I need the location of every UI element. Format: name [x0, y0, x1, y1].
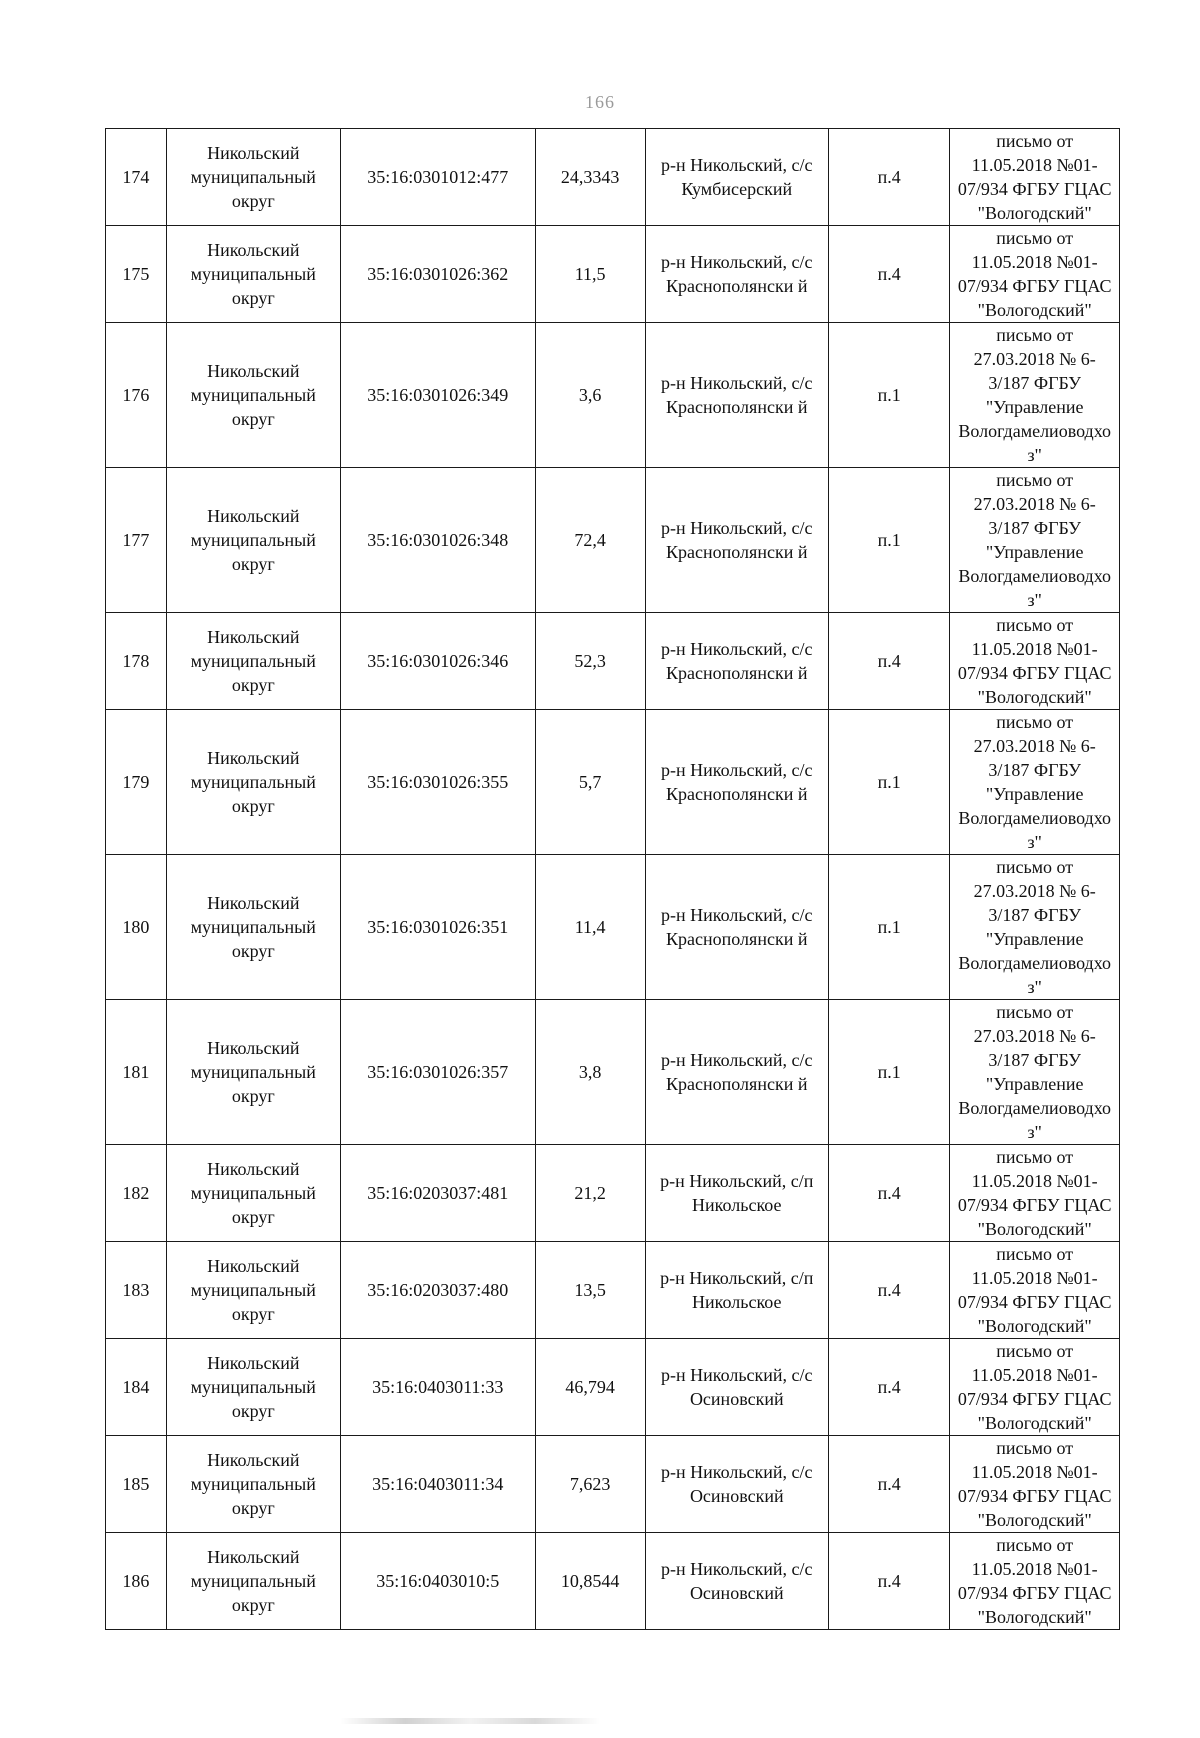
clause-cell: п.1 — [828, 323, 949, 468]
area-cell: 10,8544 — [535, 1533, 645, 1630]
table-row — [106, 855, 1120, 1000]
table-row — [106, 1242, 1120, 1339]
table-row — [106, 226, 1120, 323]
table-row — [106, 613, 1120, 710]
clause-cell: п.1 — [828, 855, 949, 1000]
row-number-cell: 174 — [106, 129, 167, 226]
area-cell: 72,4 — [535, 468, 645, 613]
area-cell: 11,4 — [535, 855, 645, 1000]
district-cell: Никольский муниципальный округ — [166, 1242, 340, 1339]
cadastral-number-cell: 35:16:0301026:351 — [340, 855, 535, 1000]
row-number-cell: 185 — [106, 1436, 167, 1533]
cadastral-number-cell: 35:16:0301012:477 — [340, 129, 535, 226]
basis-cell: письмо от 11.05.2018 №01-07/934 ФГБУ ГЦАС "Вологодский" — [950, 129, 1120, 226]
row-number-cell: 180 — [106, 855, 167, 1000]
basis-cell: письмо от 11.05.2018 №01-07/934 ФГБУ ГЦАС "Вологодский" — [950, 1339, 1120, 1436]
basis-cell: письмо от 27.03.2018 № 6-3/187 ФГБУ "Управление Вологдамелиоводхо з" — [950, 1000, 1120, 1145]
basis-cell: письмо от 11.05.2018 №01-07/934 ФГБУ ГЦАС "Вологодский" — [950, 1533, 1120, 1630]
district-cell: Никольский муниципальный округ — [166, 710, 340, 855]
table-row — [106, 710, 1120, 855]
area-cell: 52,3 — [535, 613, 645, 710]
cadastral-number-cell: 35:16:0403011:33 — [340, 1339, 535, 1436]
basis-cell: письмо от 11.05.2018 №01-07/934 ФГБУ ГЦАС "Вологодский" — [950, 226, 1120, 323]
table-row — [106, 468, 1120, 613]
cadastral-number-cell: 35:16:0403010:5 — [340, 1533, 535, 1630]
area-cell: 13,5 — [535, 1242, 645, 1339]
clause-cell: п.4 — [828, 1145, 949, 1242]
location-cell: р-н Никольский, с/с Краснополянски й — [645, 468, 828, 613]
row-number-cell: 176 — [106, 323, 167, 468]
cadastral-number-cell: 35:16:0301026:349 — [340, 323, 535, 468]
table-body — [106, 129, 1120, 1630]
basis-cell: письмо от 11.05.2018 №01-07/934 ФГБУ ГЦАС "Вологодский" — [950, 1436, 1120, 1533]
row-number-cell: 184 — [106, 1339, 167, 1436]
cadastral-number-cell: 35:16:0301026:346 — [340, 613, 535, 710]
basis-cell: письмо от 27.03.2018 № 6-3/187 ФГБУ "Управление Вологдамелиоводхо з" — [950, 710, 1120, 855]
clause-cell: п.1 — [828, 710, 949, 855]
area-cell: 46,794 — [535, 1339, 645, 1436]
row-number-cell: 186 — [106, 1533, 167, 1630]
location-cell: р-н Никольский, с/с Кумбисерский — [645, 129, 828, 226]
clause-cell: п.4 — [828, 1242, 949, 1339]
table-row — [106, 323, 1120, 468]
table-row — [106, 1000, 1120, 1145]
basis-cell: письмо от 11.05.2018 №01-07/934 ФГБУ ГЦАС "Вологодский" — [950, 1242, 1120, 1339]
area-cell: 7,623 — [535, 1436, 645, 1533]
cadastral-number-cell: 35:16:0203037:481 — [340, 1145, 535, 1242]
cadastral-number-cell: 35:16:0403011:34 — [340, 1436, 535, 1533]
basis-cell: письмо от 11.05.2018 №01-07/934 ФГБУ ГЦАС "Вологодский" — [950, 613, 1120, 710]
location-cell: р-н Никольский, с/с Краснополянски й — [645, 1000, 828, 1145]
clause-cell: п.4 — [828, 1339, 949, 1436]
basis-cell: письмо от 11.05.2018 №01-07/934 ФГБУ ГЦАС "Вологодский" — [950, 1145, 1120, 1242]
clause-cell: п.4 — [828, 1533, 949, 1630]
location-cell: р-н Никольский, с/с Краснополянски й — [645, 226, 828, 323]
district-cell: Никольский муниципальный округ — [166, 1533, 340, 1630]
district-cell: Никольский муниципальный округ — [166, 323, 340, 468]
row-number-cell: 178 — [106, 613, 167, 710]
table-row — [106, 1436, 1120, 1533]
location-cell: р-н Никольский, с/с Осиновский — [645, 1436, 828, 1533]
location-cell: р-н Никольский, с/с Осиновский — [645, 1339, 828, 1436]
clause-cell: п.1 — [828, 468, 949, 613]
district-cell: Никольский муниципальный округ — [166, 129, 340, 226]
location-cell: р-н Никольский, с/с Краснополянски й — [645, 613, 828, 710]
page-number: 166 — [585, 92, 615, 112]
cadastral-number-cell: 35:16:0301026:355 — [340, 710, 535, 855]
row-number-cell: 182 — [106, 1145, 167, 1242]
location-cell: р-н Никольский, с/с Краснополянски й — [645, 855, 828, 1000]
area-cell: 5,7 — [535, 710, 645, 855]
clause-cell: п.1 — [828, 1000, 949, 1145]
cadastral-number-cell: 35:16:0301026:362 — [340, 226, 535, 323]
land-plots-table — [105, 128, 1120, 1630]
table-row — [106, 129, 1120, 226]
clause-cell: п.4 — [828, 226, 949, 323]
clause-cell: п.4 — [828, 1436, 949, 1533]
area-cell: 3,8 — [535, 1000, 645, 1145]
basis-cell: письмо от 27.03.2018 № 6-3/187 ФГБУ "Управление Вологдамелиоводхо з" — [950, 855, 1120, 1000]
row-number-cell: 179 — [106, 710, 167, 855]
table-row — [106, 1533, 1120, 1630]
cadastral-number-cell: 35:16:0301026:357 — [340, 1000, 535, 1145]
area-cell: 3,6 — [535, 323, 645, 468]
district-cell: Никольский муниципальный округ — [166, 1436, 340, 1533]
district-cell: Никольский муниципальный округ — [166, 1145, 340, 1242]
district-cell: Никольский муниципальный округ — [166, 468, 340, 613]
district-cell: Никольский муниципальный округ — [166, 855, 340, 1000]
cadastral-number-cell: 35:16:0301026:348 — [340, 468, 535, 613]
row-number-cell: 177 — [106, 468, 167, 613]
area-cell: 11,5 — [535, 226, 645, 323]
row-number-cell: 183 — [106, 1242, 167, 1339]
scan-artifact — [340, 1718, 600, 1724]
table-row — [106, 1339, 1120, 1436]
location-cell: р-н Никольский, с/п Никольское — [645, 1145, 828, 1242]
row-number-cell: 181 — [106, 1000, 167, 1145]
area-cell: 21,2 — [535, 1145, 645, 1242]
district-cell: Никольский муниципальный округ — [166, 613, 340, 710]
district-cell: Никольский муниципальный округ — [166, 1339, 340, 1436]
cadastral-number-cell: 35:16:0203037:480 — [340, 1242, 535, 1339]
district-cell: Никольский муниципальный округ — [166, 226, 340, 323]
location-cell: р-н Никольский, с/с Краснополянски й — [645, 323, 828, 468]
row-number-cell: 175 — [106, 226, 167, 323]
area-cell: 24,3343 — [535, 129, 645, 226]
clause-cell: п.4 — [828, 129, 949, 226]
basis-cell: письмо от 27.03.2018 № 6-3/187 ФГБУ "Управление Вологдамелиоводхо з" — [950, 468, 1120, 613]
location-cell: р-н Никольский, с/п Никольское — [645, 1242, 828, 1339]
location-cell: р-н Никольский, с/с Краснополянски й — [645, 710, 828, 855]
district-cell: Никольский муниципальный округ — [166, 1000, 340, 1145]
location-cell: р-н Никольский, с/с Осиновский — [645, 1533, 828, 1630]
basis-cell: письмо от 27.03.2018 № 6-3/187 ФГБУ "Управление Вологдамелиоводхо з" — [950, 323, 1120, 468]
table-row — [106, 1145, 1120, 1242]
clause-cell: п.4 — [828, 613, 949, 710]
